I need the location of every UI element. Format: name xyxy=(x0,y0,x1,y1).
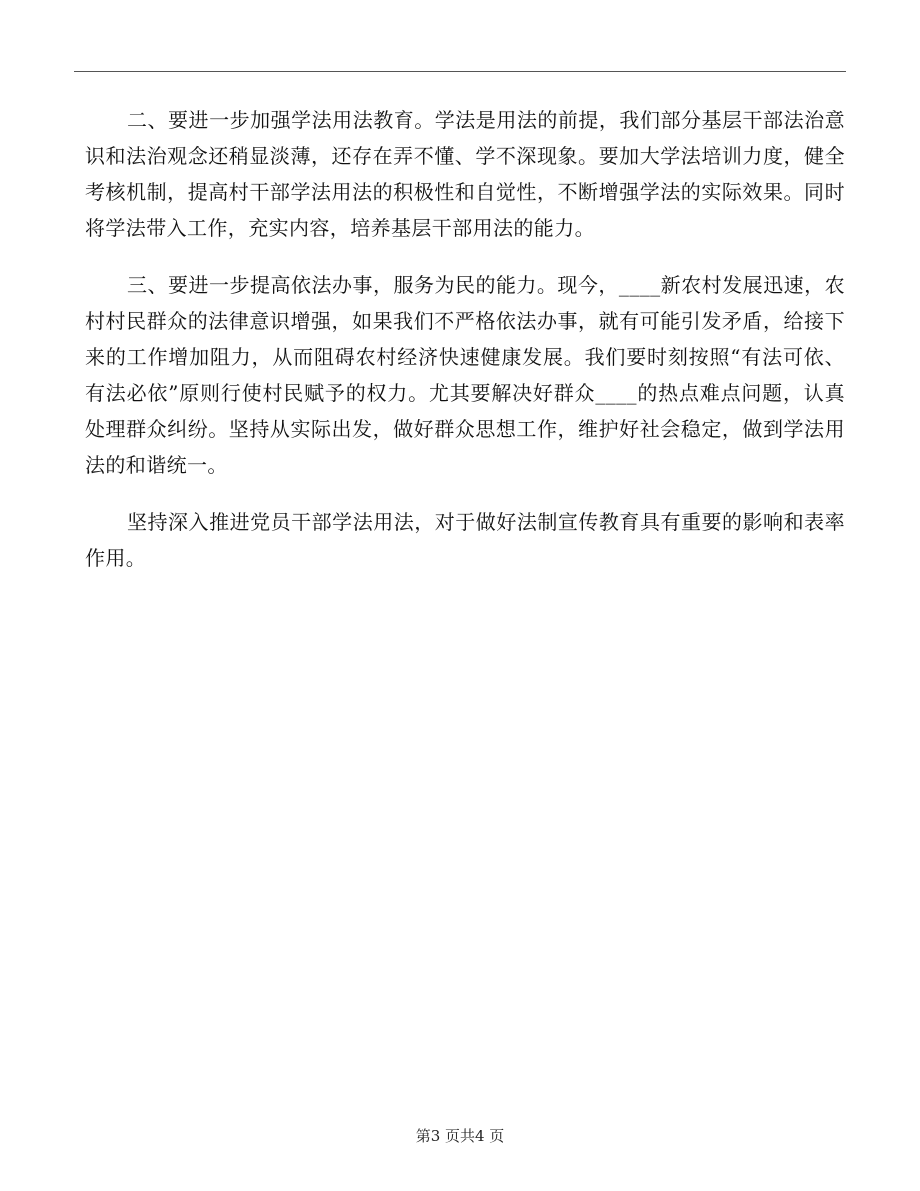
paragraph-conclusion: 坚持深入推进党员干部学法用法，对于做好法制宣传教育具有重要的影响和表率作用。 xyxy=(85,510,845,570)
paragraph-section-two: 二、要进一步加强学法用法教育。学法是用法的前提，我们部分基层干部法治意识和法治观念还稍显淡薄，还存在弄不懂、学不深现象。要加大学法培训力度，健全考核机制，提高村干部学法用法的积极性和自觉性，不断增强学法的实际效果。同时将学法带入工作，充实内容，培养基层干部用法的能力。 xyxy=(85,108,845,240)
document-body xyxy=(85,102,845,597)
paragraph-section-three: 三、要进一步提高依法办事，服务为民的能力。现今，____新农村发展迅速，农村村民群众的法律意识增强，如果我们不严格依法办事，就有可能引发矛盾，给接下来的工作增加阻力，从而阻碍农村经济快速健康发展。我们要时刻按照“有法可依、有法必依”原则行使村民赋予的权力。尤其要解决好群众____的热点难点问题，认真处理群众纠纷。坚持从实际出发，做好群众思想工作，维护好社会稳定，做到学法用法的和谐统一。 xyxy=(85,273,845,477)
header-rule xyxy=(74,71,846,72)
page-number-footer: 第3 页共4 页 xyxy=(415,1127,505,1145)
